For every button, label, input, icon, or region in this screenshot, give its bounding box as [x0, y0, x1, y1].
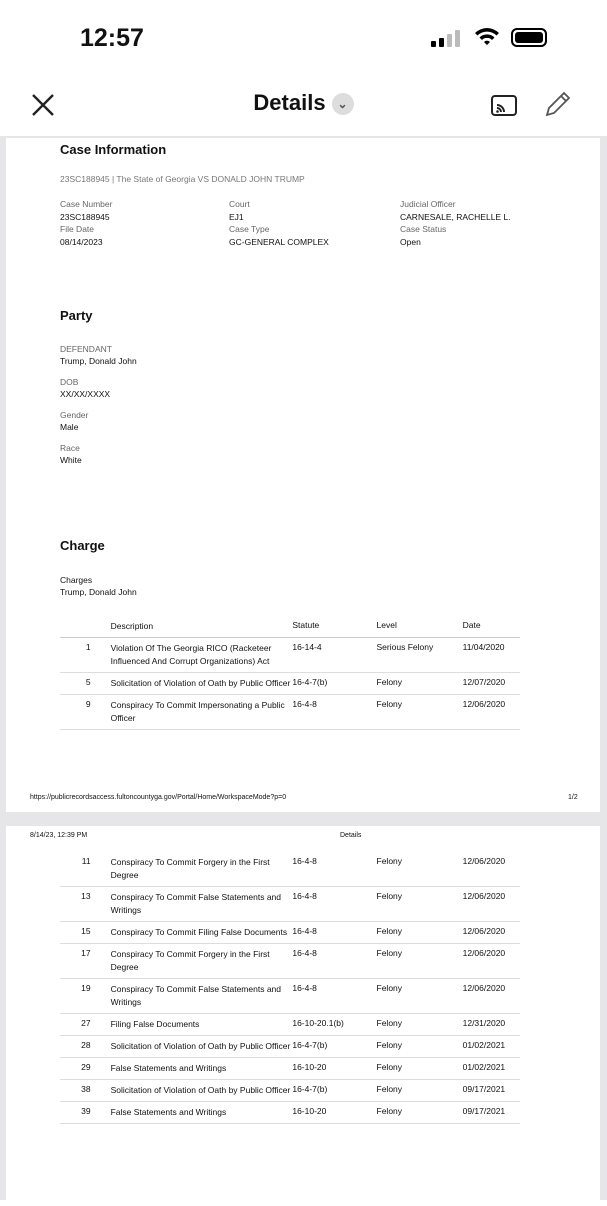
clock: 12:57 — [80, 24, 144, 52]
charge-level: Felony — [376, 983, 403, 993]
field-label: Judicial Officer — [400, 199, 456, 209]
defendant: Trump, Donald John — [60, 356, 137, 366]
charge-date: 12/31/2020 — [462, 1018, 506, 1028]
race: White — [60, 455, 82, 465]
chevron-down-icon[interactable]: ⌄ — [332, 93, 354, 115]
charge-description: Conspiracy To Commit Forgery in the First Degree — [110, 857, 270, 880]
gender: Male — [60, 422, 79, 432]
charge-statute: 16-10-20.1(b) — [292, 1018, 344, 1028]
field-label: Case Number — [60, 199, 113, 209]
charge-date: 12/06/2020 — [462, 983, 506, 993]
charge-description: False Statements and Writings — [110, 1107, 227, 1117]
charges-sub — [60, 574, 137, 598]
charge-date: 09/17/2021 — [462, 1084, 506, 1094]
party-heading: Party — [60, 308, 93, 323]
page-2 — [6, 826, 600, 1206]
charge-level: Felony — [376, 1018, 403, 1028]
charge-level: Felony — [376, 1062, 403, 1072]
case-caption: 23SC188945 | The State of Georgia VS DONALD JOHN TRUMP — [60, 174, 305, 184]
table-row — [60, 922, 520, 944]
nav-bar — [0, 72, 607, 136]
charge-date: 12/07/2020 — [462, 677, 506, 687]
charge-number: 28 — [81, 1040, 91, 1050]
table-row — [60, 673, 520, 695]
table-row — [60, 887, 520, 922]
charge-number: 11 — [81, 856, 91, 866]
field-label: DOB — [60, 377, 79, 387]
charge-description: Filing False Documents — [110, 1019, 200, 1029]
charge-number: 29 — [81, 1062, 91, 1072]
charge-number: 5 — [85, 677, 91, 687]
case-number: 23SC188945 — [60, 211, 110, 222]
charge-statute: 16-10-20 — [292, 1106, 327, 1116]
charges-defendant: Trump, Donald John — [60, 587, 137, 597]
field-label: Gender — [60, 410, 89, 420]
party-fields — [60, 343, 137, 466]
charge-date: 09/17/2021 — [462, 1106, 506, 1116]
wifi-icon — [474, 26, 500, 46]
charge-statute: 16-10-20 — [292, 1062, 327, 1072]
field-label: DEFENDANT — [60, 344, 112, 354]
page-1 — [6, 138, 600, 812]
table-header — [60, 616, 520, 638]
table-row — [60, 638, 520, 673]
table-row — [60, 1014, 520, 1036]
charge-level: Felony — [376, 926, 403, 936]
charge-description: Solicitation of Violation of Oath by Public Officer — [110, 1041, 291, 1051]
cast-icon[interactable] — [490, 94, 518, 118]
charge-description: Conspiracy To Commit Filing False Documents — [110, 927, 288, 937]
charge-statute: 16-4-7(b) — [292, 1040, 328, 1050]
charge-number: 19 — [81, 983, 91, 993]
charge-description: Conspiracy To Commit Forgery in the First Degree — [110, 949, 270, 972]
col-statute: Statute — [292, 620, 320, 630]
case-fields-col2 — [229, 198, 329, 248]
charge-level: Felony — [376, 948, 403, 958]
case-status: Open — [400, 236, 421, 247]
charge-number: 17 — [81, 948, 91, 958]
table-row — [60, 1036, 520, 1058]
table-row — [60, 1058, 520, 1080]
charge-statute: 16-4-8 — [292, 891, 317, 901]
charge-level: Felony — [376, 699, 403, 709]
charge-level: Felony — [376, 1084, 403, 1094]
charge-statute: 16-4-8 — [292, 926, 317, 936]
charge-number: 27 — [81, 1018, 91, 1028]
charge-date: 01/02/2021 — [462, 1040, 506, 1050]
charge-level: Felony — [376, 891, 403, 901]
charges-table-continued — [60, 852, 520, 1124]
charge-statute: 16-4-8 — [292, 983, 317, 993]
col-level: Level — [376, 620, 397, 630]
charge-statute: 16-4-7(b) — [292, 677, 328, 687]
battery-icon — [511, 28, 547, 47]
charge-statute: 16-4-8 — [292, 948, 317, 958]
edit-pencil-icon[interactable] — [542, 88, 574, 120]
print-datetime: 8/14/23, 12:39 PM — [30, 832, 88, 839]
print-title: Details — [340, 832, 362, 839]
charge-date: 01/02/2021 — [462, 1062, 506, 1072]
charge-statute: 16-14-4 — [292, 642, 322, 652]
field-label: Court — [229, 199, 250, 209]
charge-number: 13 — [81, 891, 91, 901]
charge-statute: 16-4-8 — [292, 856, 317, 866]
charge-description: Conspiracy To Commit False Statements and Writings — [110, 984, 281, 1007]
charge-number: 9 — [85, 699, 91, 709]
charge-number: 1 — [85, 642, 91, 652]
charges-label: Charges — [60, 575, 93, 585]
judicial-officer: CARNESALE, RACHELLE L. — [400, 211, 511, 222]
table-row — [60, 979, 520, 1014]
charge-number: 15 — [81, 926, 91, 936]
file-date: 08/14/2023 — [60, 236, 103, 247]
charge-level: Serious Felony — [376, 642, 434, 652]
charge-statute: 16-4-8 — [292, 699, 317, 709]
table-row — [60, 695, 520, 730]
court: EJ1 — [229, 211, 244, 222]
field-label: Race — [60, 443, 80, 453]
case-information-heading: Case Information — [60, 142, 167, 157]
charge-date: 12/06/2020 — [462, 948, 506, 958]
table-row — [60, 944, 520, 979]
charge-date: 12/06/2020 — [462, 856, 506, 866]
charge-description: False Statements and Writings — [110, 1063, 227, 1073]
charge-description: Solicitation of Violation of Oath by Public Officer — [110, 678, 291, 688]
signal-icon — [431, 30, 460, 47]
charge-description: Conspiracy To Commit Impersonating a Public Officer — [110, 700, 285, 723]
footer-url: https://publicrecordsaccess.fultoncountyga.gov/Portal/Home/WorkspaceMode?p=0 — [30, 794, 287, 801]
charge-level: Felony — [376, 1106, 403, 1116]
charge-level: Felony — [376, 856, 403, 866]
charge-number: 39 — [81, 1106, 91, 1116]
charge-number: 38 — [81, 1084, 91, 1094]
field-label: Case Type — [229, 224, 270, 234]
charge-date: 12/06/2020 — [462, 891, 506, 901]
page-number: 1/2 — [568, 794, 578, 801]
col-description: Description — [110, 621, 154, 631]
charges-table — [60, 616, 520, 730]
field-label: Case Status — [400, 224, 447, 234]
charge-date: 12/06/2020 — [462, 926, 506, 936]
charge-level: Felony — [376, 677, 403, 687]
charge-date: 11/04/2020 — [462, 642, 505, 652]
dob: XX/XX/XXXX — [60, 389, 111, 399]
field-label: File Date — [60, 224, 95, 234]
charge-description: Solicitation of Violation of Oath by Public Officer — [110, 1085, 291, 1095]
charge-description: Violation Of The Georgia RICO (Racketeer Influenced And Corrupt Organizations) Act — [110, 643, 272, 666]
case-fields-col3 — [400, 198, 511, 248]
case-type: GC-GENERAL COMPLEX — [229, 236, 329, 247]
table-row — [60, 1080, 520, 1102]
table-row — [60, 852, 520, 887]
charge-statute: 16-4-7(b) — [292, 1084, 328, 1094]
case-fields-col1 — [60, 198, 112, 248]
charge-level: Felony — [376, 1040, 403, 1050]
document-viewer[interactable] — [0, 136, 607, 1200]
col-date: Date — [462, 620, 481, 630]
title-text: Details — [253, 90, 326, 115]
charge-heading: Charge — [60, 538, 105, 553]
charge-date: 12/06/2020 — [462, 699, 506, 709]
status-bar — [0, 0, 607, 72]
table-row — [60, 1102, 520, 1124]
charge-description: Conspiracy To Commit False Statements and Writings — [110, 892, 281, 915]
